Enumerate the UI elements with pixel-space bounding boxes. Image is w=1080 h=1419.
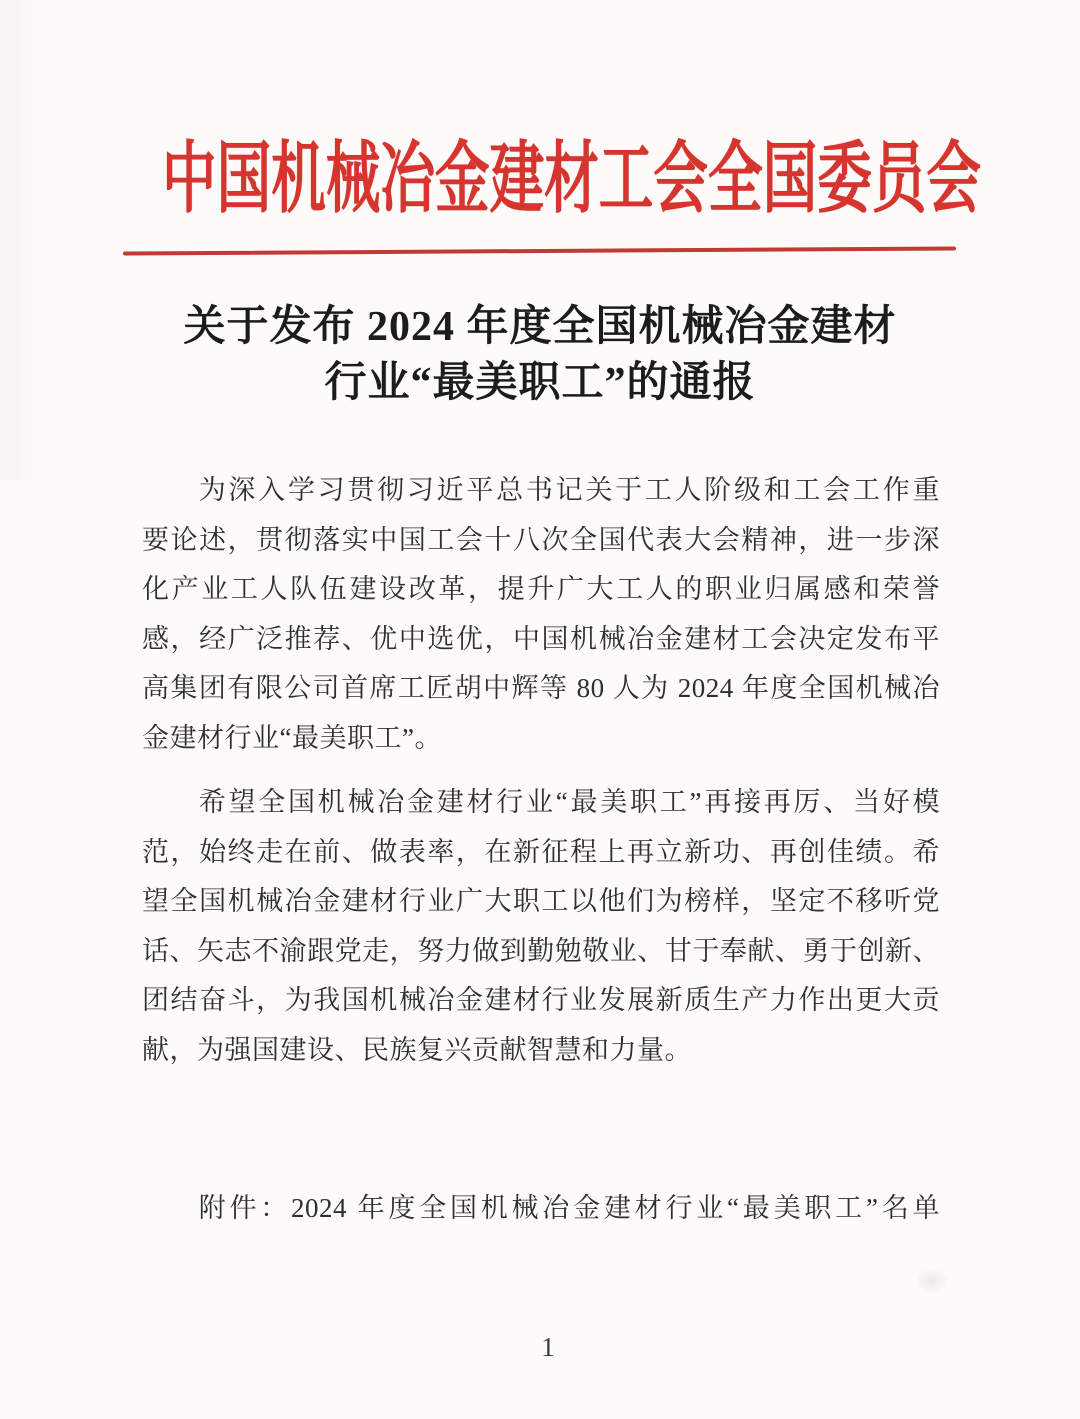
attachment-line: 附件：2024 年度全国机械冶金建材行业“最美职工”名单	[198, 1193, 940, 1223]
text-line: 范，始终走在前、做表率，在新征程上再立新功、再创佳绩。希	[142, 836, 940, 867]
text-line: 化产业工人队伍建设改革，提升广大工人的职业归属感和荣誉	[142, 574, 940, 605]
body-paragraph-2	[142, 778, 940, 1076]
document-title	[0, 299, 1080, 411]
text-line: 团结奋斗，为我国机械冶金建材行业发展新质生产力作出更大贡	[142, 985, 940, 1016]
text-line: 话、矢志不渝跟党走，努力做到勤勉敬业、甘于奉献、勇于创新、	[142, 935, 940, 966]
document-title-line1: 关于发布 2024 年度全国机械冶金建材	[183, 304, 897, 350]
body-paragraph-1	[142, 466, 940, 764]
text-line: 金建材行业“最美职工”。	[142, 722, 442, 753]
document-title-line2: 行业“最美职工”的通报	[324, 360, 756, 406]
text-line: 高集团有限公司首席工匠胡中辉等 80 人为 2024 年度全国机械冶	[142, 673, 940, 704]
text-line: 希望全国机械冶金建材行业“最美职工”再接再厉、当好模	[198, 787, 940, 817]
scan-artifact-smudge	[915, 1268, 949, 1294]
text-line: 为深入学习贯彻习近平总书记关于工人阶级和工会工作重	[198, 475, 940, 505]
page-number: 1	[541, 1332, 555, 1362]
text-line: 望全国机械冶金建材行业广大职工以他们为榜样，坚定不移听党	[142, 886, 940, 917]
text-line: 献，为强国建设、民族复兴贡献智慧和力量。	[142, 1034, 692, 1065]
text-line: 感，经广泛推荐、优中选优，中国机械冶金建材工会决定发布平	[142, 623, 940, 654]
header-divider-line	[123, 246, 956, 255]
text-line: 要论述，贯彻落实中国工会十八次全国代表大会精神，进一步深	[142, 524, 940, 555]
agency-header-title: 中国机械冶金建材工会全国委员会	[162, 135, 982, 222]
